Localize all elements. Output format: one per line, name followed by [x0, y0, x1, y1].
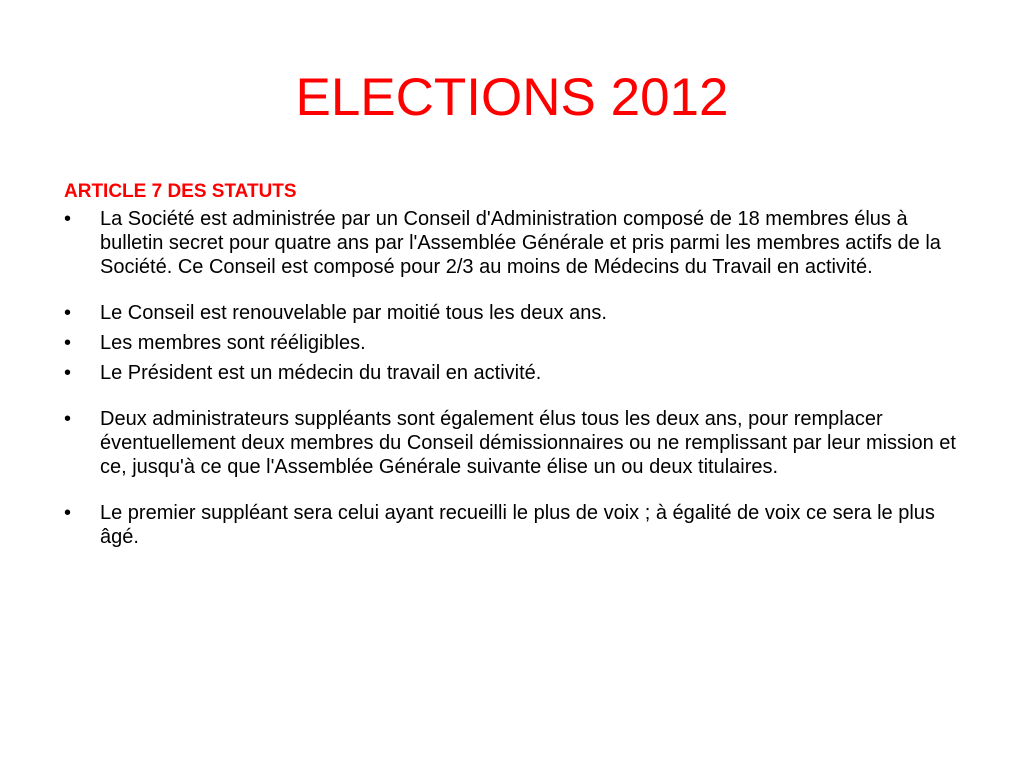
list-item — [64, 407, 964, 479]
list-item-text: Le Président est un médecin du travail en activité. — [100, 362, 542, 384]
list-item-text: Deux administrateurs suppléants sont également élus tous les deux ans, pour remplacer éventuellement deux membres du Conseil démissionnaires ou ne remplissant par leur mission et ce, jusqu'à ce que l'Assemblée Générale suivante élise un ou deux titulaires. — [100, 408, 956, 478]
list-item — [64, 207, 964, 279]
list-item — [64, 331, 964, 355]
article-heading: ARTICLE 7 DES STATUTS — [64, 181, 297, 202]
bullet-icon: • — [64, 332, 72, 354]
bullet-icon: • — [64, 408, 72, 430]
list-item — [64, 361, 964, 385]
slide-body — [64, 180, 964, 549]
bullet-icon: • — [64, 208, 72, 230]
bullet-list — [64, 207, 964, 549]
list-item — [64, 301, 964, 325]
bullet-icon: • — [64, 302, 72, 324]
bullet-icon: • — [64, 502, 72, 524]
slide-title: ELECTIONS 2012 — [295, 68, 729, 127]
list-item-text: Les membres sont rééligibles. — [100, 332, 366, 354]
bullet-icon: • — [64, 362, 72, 384]
list-item — [64, 501, 964, 549]
list-item-text: La Société est administrée par un Conseil d'Administration composé de 18 membres élus à bulletin secret pour quatre ans par l'Assemblée Générale et pris parmi les membres actifs de la Société. Ce Conseil est composé pour 2/3 au moins de Médecins du Travail en activité. — [100, 208, 941, 278]
list-item-text: Le premier suppléant sera celui ayant recueilli le plus de voix ; à égalité de voix ce sera le plus âgé. — [100, 502, 935, 548]
list-item-text: Le Conseil est renouvelable par moitié tous les deux ans. — [100, 302, 607, 324]
